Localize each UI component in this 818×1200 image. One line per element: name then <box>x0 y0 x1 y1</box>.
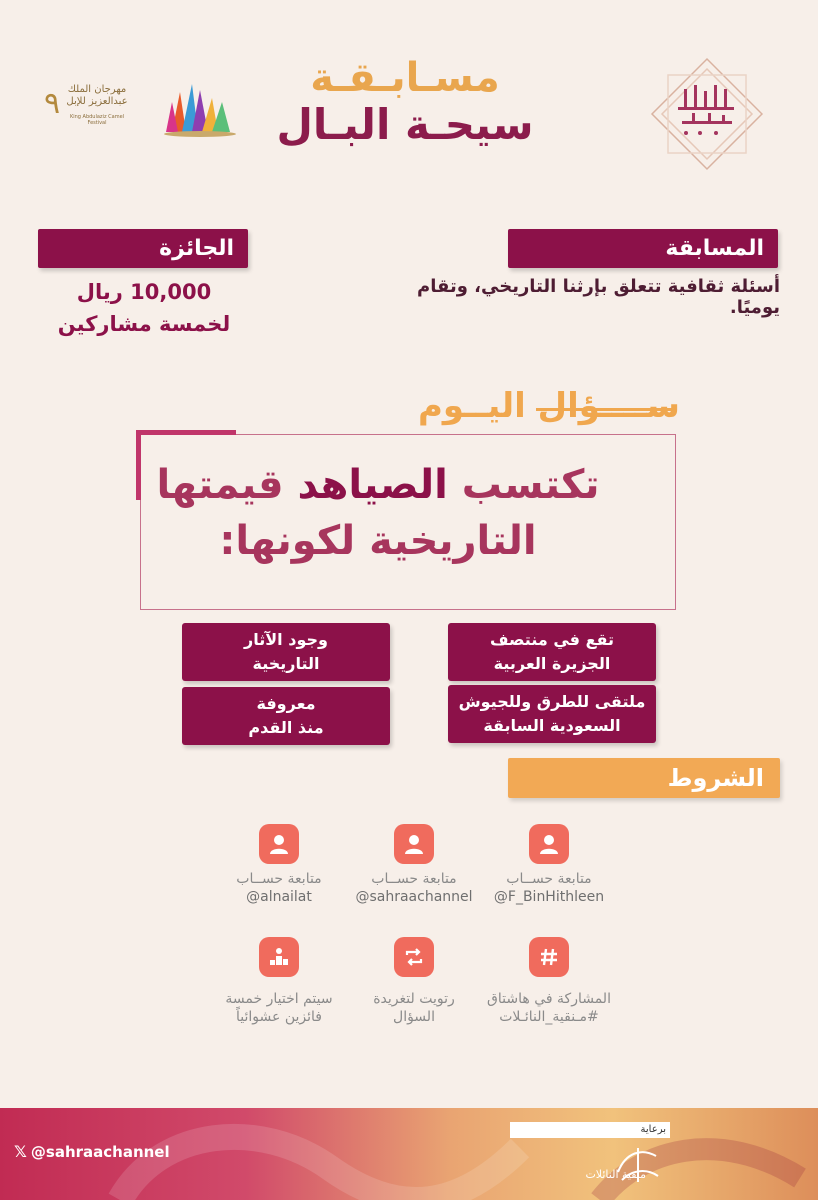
question-line1 <box>150 462 606 508</box>
option-3-line1: ملتقى للطرق وللجيوش <box>458 692 646 711</box>
question-corner-left <box>136 430 141 500</box>
x-logo-icon: 𝕏 <box>14 1142 27 1161</box>
question-corner-top <box>136 430 236 435</box>
condition-follow-1 <box>470 870 628 906</box>
condition-hashtag <box>470 990 628 1026</box>
condition-4-line2[interactable]: #مـنقية_النائـلات <box>499 1009 599 1025</box>
condition-winners <box>204 990 354 1026</box>
answer-option-2[interactable] <box>182 623 390 681</box>
option-4-line2: منذ القدم <box>248 718 324 737</box>
festival-name: مهرجان الملك عبدالعزيز للإبل <box>66 84 128 107</box>
competition-label: المسابقة <box>508 229 778 268</box>
condition-follow-2 <box>340 870 488 906</box>
condition-5-line2: السؤال <box>393 1009 435 1025</box>
retweet-icon <box>394 937 434 977</box>
trophy-icon <box>259 937 299 977</box>
option-2-line2: التاريخية <box>252 654 320 673</box>
prize-amount: 10,000 ريال <box>76 280 212 304</box>
option-3-line2: السعودية السابقة <box>483 716 621 735</box>
option-2-line1: وجود الآثار <box>244 630 328 649</box>
hashtag-icon <box>529 937 569 977</box>
question-line1-part1: تكتسب <box>447 462 600 508</box>
question-line1-highlight: الصياهد <box>297 462 448 508</box>
decorative-pattern <box>0 1056 818 1110</box>
option-4-line1: معروفة <box>256 694 316 713</box>
add-user-icon <box>259 824 299 864</box>
condition-6-line2: فائزين عشوائياً <box>236 1009 322 1025</box>
prize-winners: لخمسة مشاركين <box>57 312 231 336</box>
competition-description: أسئلة ثقافية تتعلق بإرثنا التاريخي، وتقام يوميًا. <box>417 276 780 318</box>
condition-2-line1: متابعة حســاب <box>371 871 457 887</box>
title-line1: مسـابـقـة <box>310 55 500 101</box>
condition-6-line1: سيتم اختيار خمسة <box>225 991 333 1007</box>
add-user-icon <box>394 824 434 864</box>
sponsor-name: منقية النائلات <box>585 1168 646 1181</box>
festival-name-en: King Abdulaziz Camel Festival <box>69 114 125 126</box>
option-1-line2: الجزيرة العربية <box>493 654 611 673</box>
festival-number: ٩ <box>44 86 61 121</box>
answer-option-3[interactable] <box>448 685 656 743</box>
prize-label: الجائزة <box>38 229 248 268</box>
condition-1-line1: متابعة حســاب <box>506 871 592 887</box>
condition-follow-3 <box>204 870 354 906</box>
title-line2: سيحـة البـال <box>276 100 534 149</box>
answer-option-4[interactable] <box>182 687 390 745</box>
condition-1-line2[interactable]: @F_BinHithleen <box>493 889 605 905</box>
option-1-line1: تقع في منتصف <box>489 630 615 649</box>
add-user-icon <box>529 824 569 864</box>
condition-4-line1: المشاركة في هاشتاق <box>487 991 611 1007</box>
question-line1-part2: قيمتها <box>156 462 298 508</box>
condition-5-line1: رتويت لتغريدة <box>373 991 455 1007</box>
condition-2-line2[interactable]: @sahraachannel <box>355 889 473 905</box>
condition-3-line2[interactable]: @alnailat <box>246 889 312 905</box>
question-line2: التاريخية لكونها: <box>219 518 537 564</box>
sponsor-label: برعاية <box>510 1122 670 1138</box>
question-title: ســــؤال اليــوم <box>417 386 680 426</box>
conditions-label: الشروط <box>508 758 780 798</box>
condition-retweet <box>340 990 488 1026</box>
majlis-logo <box>648 55 766 173</box>
footer-handle-text: @sahraachannel <box>30 1143 170 1161</box>
condition-3-line1: متابعة حســاب <box>236 871 322 887</box>
sponsor-logo <box>612 1142 664 1190</box>
answer-option-1[interactable] <box>448 623 656 681</box>
footer-handle[interactable] <box>14 1142 170 1161</box>
